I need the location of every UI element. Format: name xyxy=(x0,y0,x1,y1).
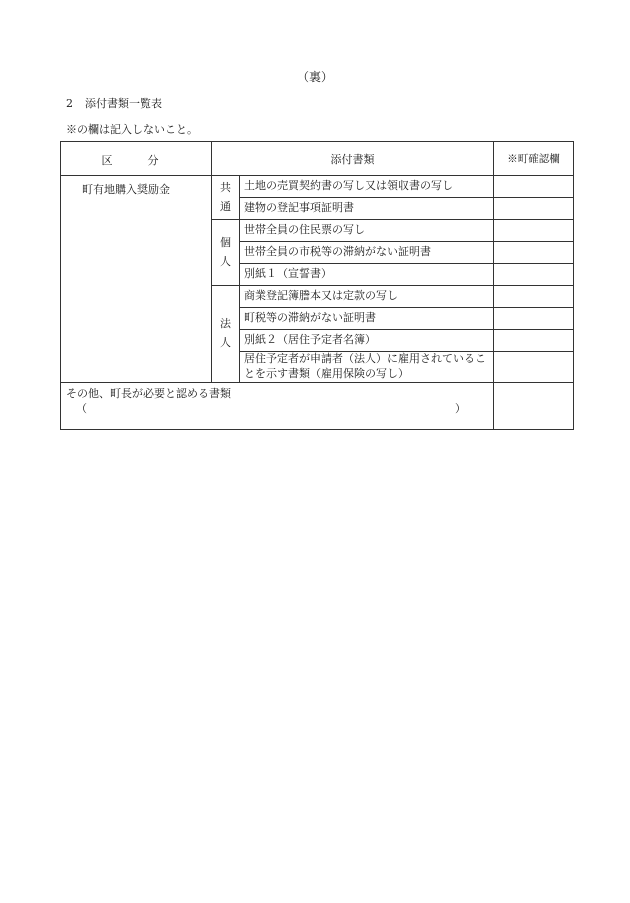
document-item: 町税等の滞納がない証明書 xyxy=(240,308,494,330)
check-cell xyxy=(494,242,574,264)
other-documents-label: その他、町長が必要と認める書類 xyxy=(66,386,231,400)
header-documents: 添付書類 xyxy=(212,142,494,176)
document-item: 世帯全員の住民票の写し xyxy=(240,220,494,242)
document-item: 商業登記簿謄本又は定款の写し xyxy=(240,286,494,308)
document-item: 建物の登記事項証明書 xyxy=(240,198,494,220)
check-cell xyxy=(494,330,574,352)
check-cell xyxy=(494,382,574,429)
header-category: 区 分 xyxy=(61,142,212,176)
other-documents-input[interactable] xyxy=(66,401,493,416)
check-cell xyxy=(494,220,574,242)
section-title: 添付書類一覧表 xyxy=(85,97,162,110)
check-cell xyxy=(494,286,574,308)
table-header-row xyxy=(61,142,574,176)
document-item: 別紙２（居住予定者名簿） xyxy=(240,330,494,352)
check-cell xyxy=(494,198,574,220)
check-cell xyxy=(494,308,574,330)
attached-documents-table xyxy=(60,141,574,430)
group-label-corporation: 法 人 xyxy=(212,286,240,383)
section-heading xyxy=(66,95,162,111)
table-row xyxy=(61,176,574,198)
document-item: 土地の売買契約書の写し又は領収書の写し xyxy=(240,176,494,198)
check-cell xyxy=(494,176,574,198)
document-item: 居住予定者が申請者（法人）に雇用されていることを示す書類（雇用保険の写し） xyxy=(240,352,494,383)
document-item: 別紙１（宣誓書） xyxy=(240,264,494,286)
category-cell: 町有地購入奨励金 xyxy=(61,176,212,383)
header-check: ※町確認欄 xyxy=(494,142,574,176)
group-label-common: 共 通 xyxy=(212,176,240,220)
page-title: （裏） xyxy=(296,70,333,84)
note-text: ※の欄は記入しないこと。 xyxy=(66,123,198,136)
close-paren: ） xyxy=(455,402,466,416)
group-label-individual: 個 人 xyxy=(212,220,240,286)
check-cell xyxy=(494,352,574,383)
open-paren: （ xyxy=(76,402,87,416)
section-number: 2 xyxy=(66,97,73,110)
other-documents-cell xyxy=(61,382,494,429)
table-row-other xyxy=(61,382,574,429)
check-cell xyxy=(494,264,574,286)
document-item: 世帯全員の市税等の滞納がない証明書 xyxy=(240,242,494,264)
